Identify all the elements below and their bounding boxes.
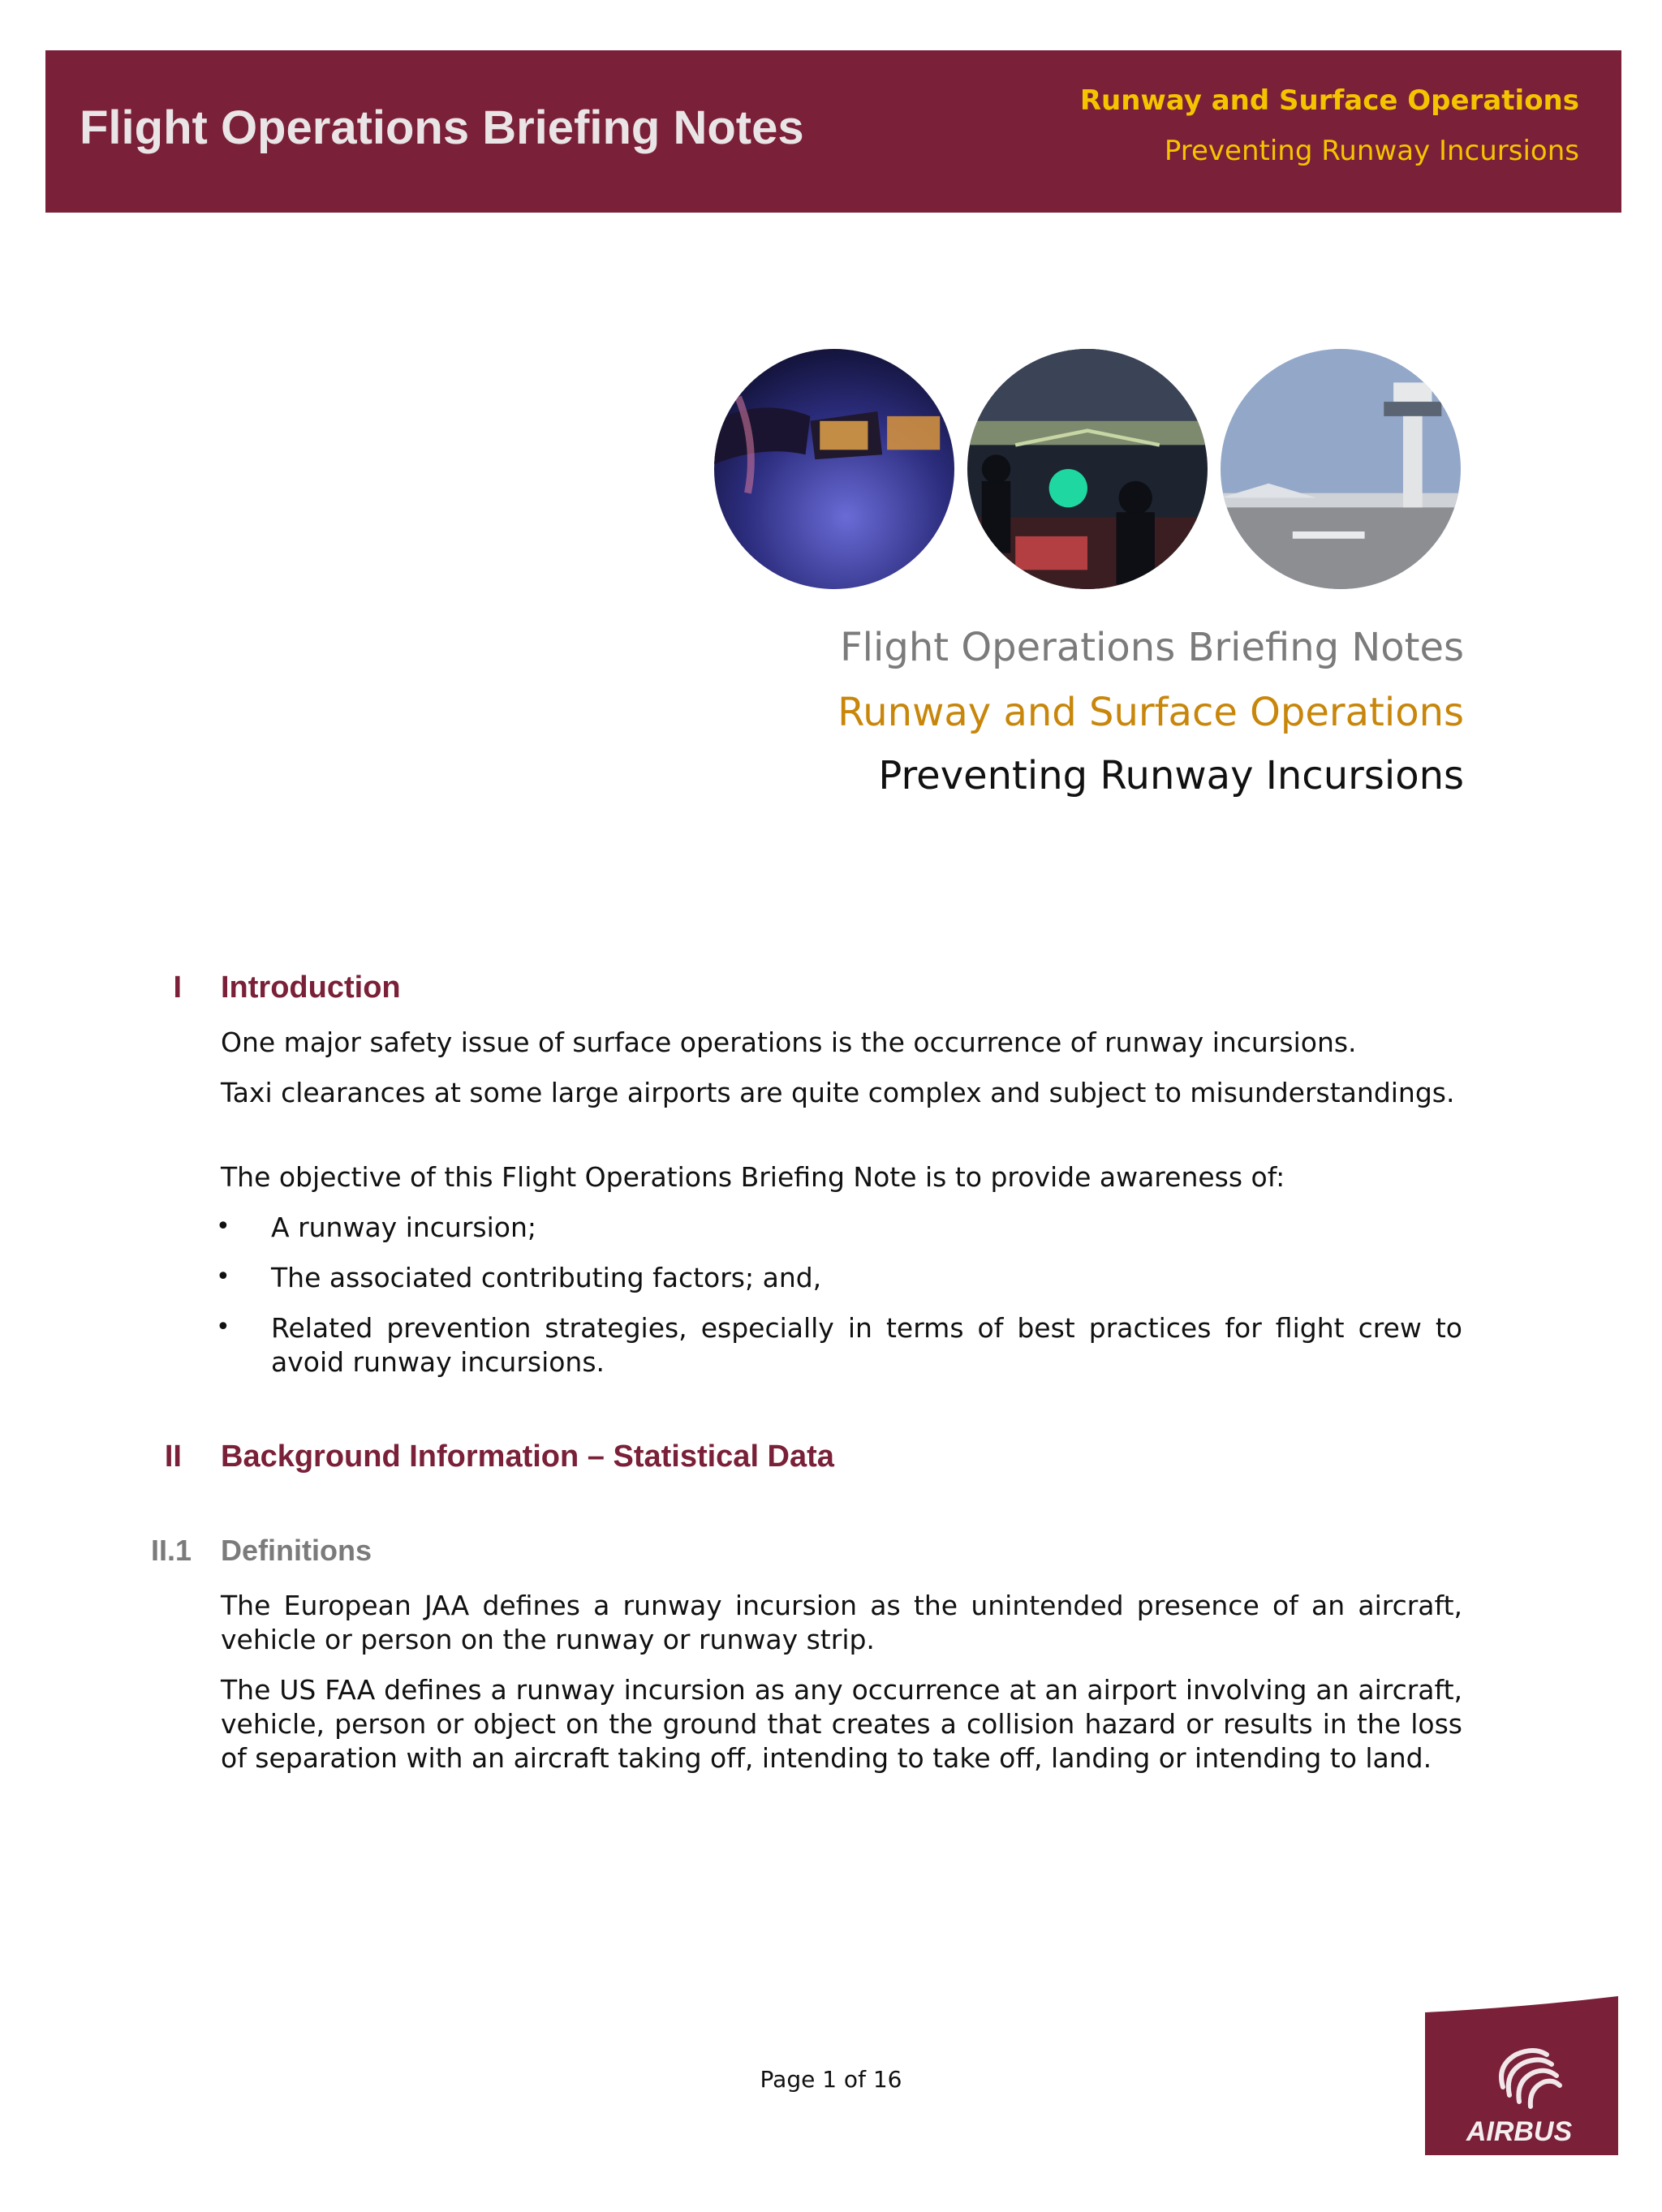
intro-bullet-3: Related prevention strategies, especially in terms of best practices for flight crew to avoid runway incursions. [271,1312,1462,1378]
subsection-heading-definitions: Definitions [221,1534,372,1567]
intro-paragraph-2: Taxi clearances at some large airports are quite complex and subject to misunderstandings. [221,1077,1455,1108]
cover-document-title: Preventing Runway Incursions [878,753,1464,798]
control-tower-photo [1221,349,1461,589]
control-room-photo [967,349,1208,589]
bullet-icon: • [216,1263,230,1291]
bullet-icon: • [216,1212,230,1241]
header-subtopic: Preventing Runway Incursions [1164,135,1579,167]
section-heading-background: Background Information – Statistical Data [221,1440,834,1474]
cover-topic-title: Runway and Surface Operations [837,690,1464,735]
page-number: Page 1 of 16 [760,2066,902,2093]
airbus-logo [1425,1996,1618,2155]
bullet-icon: • [216,1313,230,1341]
header-title: Flight Operations Briefing Notes [80,101,804,154]
section-number-intro: I [173,970,182,1005]
header-banner [45,50,1621,213]
definitions-paragraph-1: The European JAA defines a runway incursion as the unintended presence of an aircraft, vehicle or person on the runway or runway strip. [221,1590,1462,1655]
intro-paragraph-3: The objective of this Flight Operations Briefing Note is to provide awareness of: [221,1161,1285,1193]
section-number-background: II [164,1440,182,1474]
cover-series-title: Flight Operations Briefing Notes [840,625,1464,670]
cockpit-photo [714,349,954,589]
intro-paragraph-1: One major safety issue of surface operations is the occurrence of runway incursions. [221,1026,1357,1058]
header-topic: Runway and Surface Operations [1079,84,1579,117]
logo-text: AIRBUS [1466,2116,1573,2147]
intro-bullet-1: A runway incursion; [271,1211,536,1243]
intro-bullet-2: The associated contributing factors; and, [271,1262,822,1293]
section-heading-intro: Introduction [221,970,401,1005]
subsection-number-definitions: II.1 [150,1534,192,1567]
definitions-paragraph-2: The US FAA defines a runway incursion as any occurrence at an airport involving an aircraft, vehicle, person or object on the ground that creates a collision hazard or results in the loss of separation with an aircraft taking off, intending to take off, landing or intending to land. [221,1674,1462,1774]
airbus-swirl-icon [1425,1996,1618,2155]
